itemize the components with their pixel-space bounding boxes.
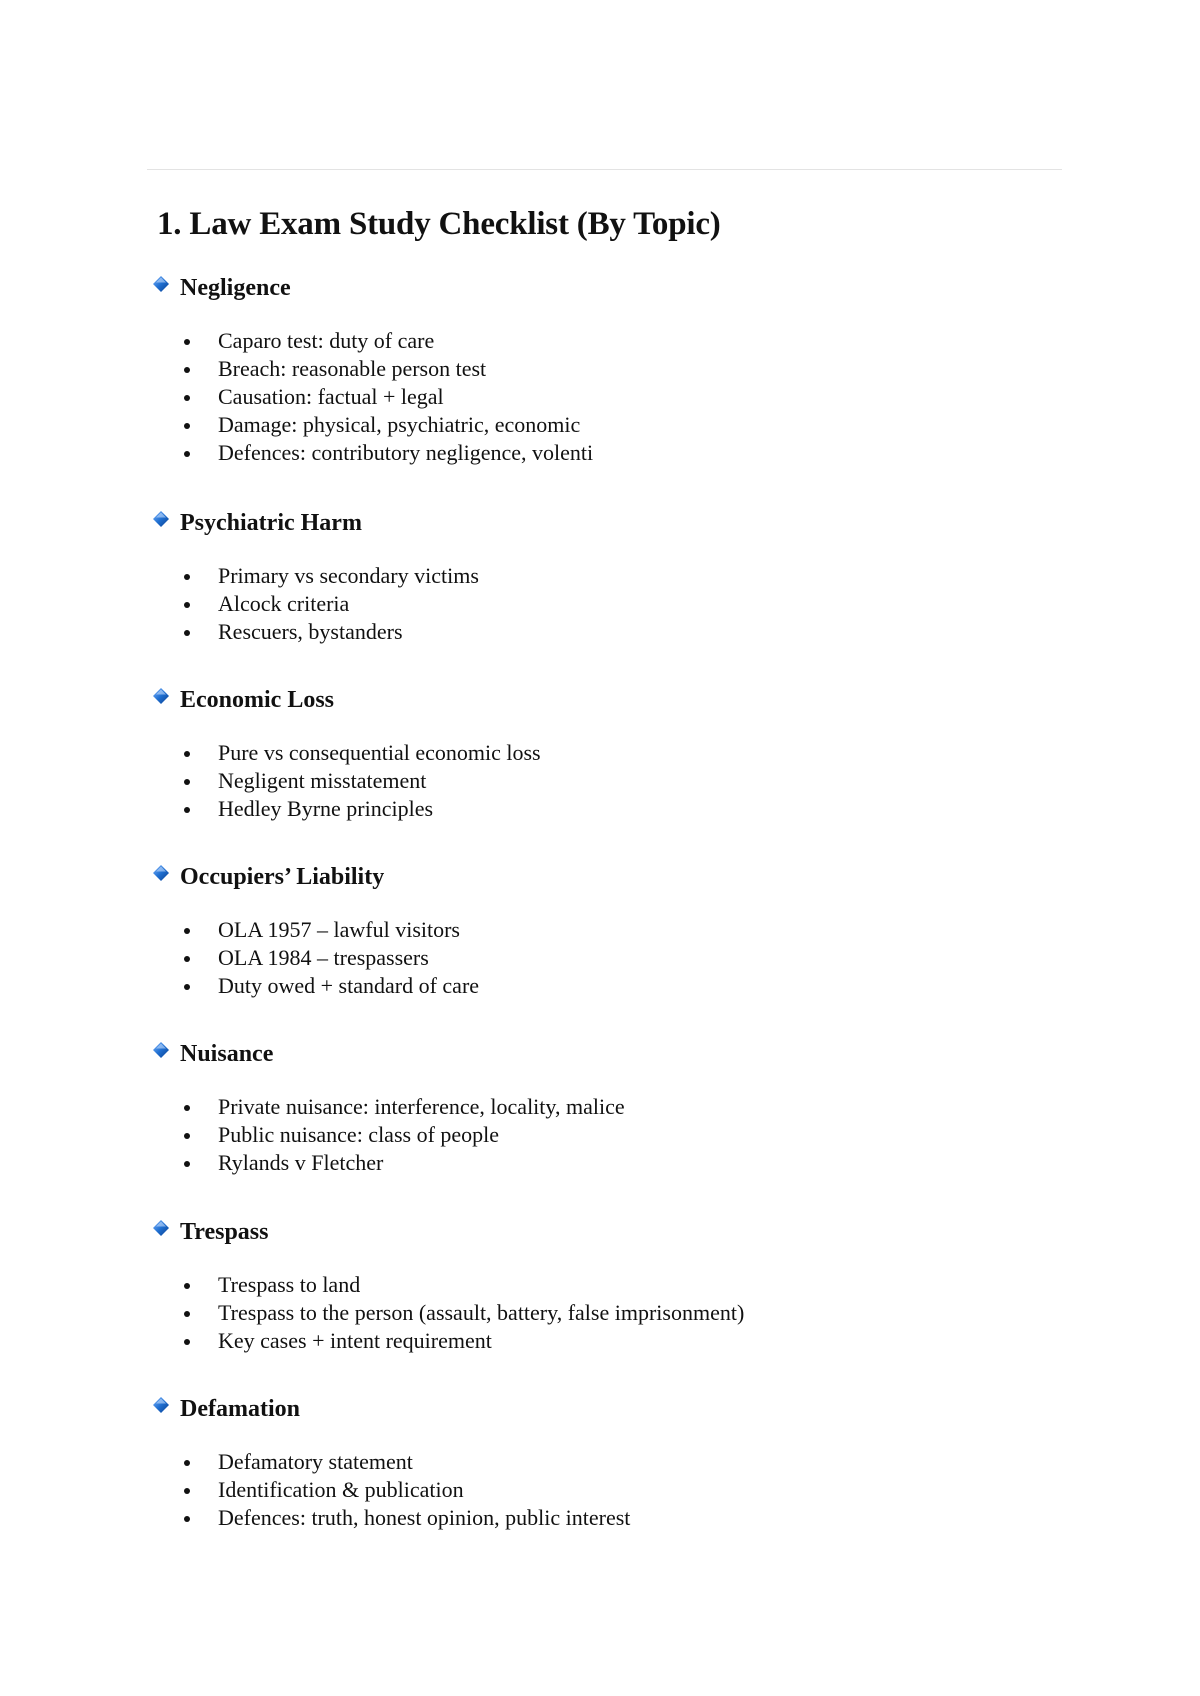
bullet-icon: [184, 630, 190, 636]
list-item: [148, 1299, 744, 1327]
blue-diamond-icon: [153, 511, 167, 525]
bullet-icon: [184, 751, 190, 757]
list-item-text: Hedley Byrne principles: [218, 796, 434, 821]
list-item: [148, 767, 541, 795]
bullet-icon: [184, 1516, 190, 1522]
bullet-icon: [184, 1283, 190, 1289]
checklist-items: [148, 562, 479, 646]
bullet-icon: [184, 602, 190, 608]
list-item-text: Rescuers, bystanders: [218, 619, 403, 644]
list-item: [148, 972, 479, 1000]
list-item: [148, 1271, 744, 1299]
list-item: [148, 739, 541, 767]
list-item: [148, 590, 479, 618]
list-item-text: Caparo test: duty of care: [218, 328, 435, 353]
section-heading-row: [148, 1393, 1048, 1429]
section-trespass: [148, 1216, 1048, 1353]
list-item-text: Key cases + intent requirement: [218, 1328, 492, 1353]
bullet-icon: [184, 807, 190, 813]
list-item-text: Breach: reasonable person test: [218, 356, 487, 381]
bullet-icon: [184, 451, 190, 457]
list-item: [148, 1149, 625, 1177]
horizontal-rule: [147, 169, 1062, 170]
list-item: [148, 383, 593, 411]
bullet-icon: [184, 574, 190, 580]
list-item-text: Private nuisance: interference, locality, malice: [218, 1094, 625, 1119]
section-nuisance: [148, 1038, 1048, 1175]
list-item-text: Pure vs consequential economic loss: [218, 740, 541, 765]
bullet-icon: [184, 1460, 190, 1466]
section-heading: Nuisance: [180, 1041, 274, 1067]
bullet-icon: [184, 1105, 190, 1111]
list-item-text: Trespass to the person (assault, battery, false imprisonment): [218, 1300, 745, 1325]
bullet-icon: [184, 1161, 190, 1167]
checklist-items: [148, 739, 541, 823]
section-heading-row: [148, 1216, 1048, 1252]
section-heading-row: [148, 272, 1048, 308]
section-negligence: [148, 272, 1048, 465]
checklist-items: [148, 327, 593, 467]
bullet-icon: [184, 423, 190, 429]
checklist-items: [148, 916, 479, 1000]
blue-diamond-icon: [153, 865, 167, 879]
list-item: [148, 355, 593, 383]
list-item: [148, 795, 541, 823]
section-psychiatric-harm: [148, 507, 1048, 644]
list-item-text: Defences: contributory negligence, volenti: [218, 440, 594, 465]
section-occupiers-liability: [148, 861, 1048, 998]
list-item-text: Negligent misstatement: [218, 768, 427, 793]
checklist-items: [148, 1448, 630, 1532]
list-item-text: Alcock criteria: [218, 591, 350, 616]
bullet-icon: [184, 984, 190, 990]
section-heading: Psychiatric Harm: [180, 510, 362, 536]
checklist-items: [148, 1093, 625, 1177]
list-item-text: Primary vs secondary victims: [218, 563, 479, 588]
list-item: [148, 618, 479, 646]
bullet-icon: [184, 928, 190, 934]
list-item: [148, 1093, 625, 1121]
list-item: [148, 562, 479, 590]
list-item: [148, 411, 593, 439]
list-item-text: Trespass to land: [218, 1272, 361, 1297]
list-item-text: Identification & publication: [218, 1477, 464, 1502]
section-heading-row: [148, 1038, 1048, 1074]
list-item-text: Defamatory statement: [218, 1449, 413, 1474]
list-item-text: Defences: truth, honest opinion, public interest: [218, 1505, 631, 1530]
list-item-text: Damage: physical, psychiatric, economic: [218, 412, 581, 437]
blue-diamond-icon: [153, 1220, 167, 1234]
bullet-icon: [184, 1311, 190, 1317]
list-item: [148, 916, 479, 944]
section-economic-loss: [148, 684, 1048, 821]
section-heading: Occupiers’ Liability: [180, 864, 385, 890]
section-defamation: [148, 1393, 1048, 1530]
section-heading-row: [148, 684, 1048, 720]
bullet-icon: [184, 1339, 190, 1345]
section-heading: Defamation: [180, 1396, 300, 1422]
bullet-icon: [184, 395, 190, 401]
list-item: [148, 1504, 630, 1532]
list-item-text: Causation: factual + legal: [218, 384, 444, 409]
bullet-icon: [184, 367, 190, 373]
section-heading-row: [148, 861, 1048, 897]
list-item-text: OLA 1957 – lawful visitors: [218, 917, 460, 942]
blue-diamond-icon: [153, 276, 167, 290]
list-item: [148, 944, 479, 972]
page-title: 1. Law Exam Study Checklist (By Topic): [157, 206, 721, 242]
section-heading: Negligence: [180, 275, 291, 301]
section-heading-row: [148, 507, 1048, 543]
list-item-text: Rylands v Fletcher: [218, 1150, 384, 1175]
blue-diamond-icon: [153, 1042, 167, 1056]
list-item: [148, 327, 593, 355]
bullet-icon: [184, 1133, 190, 1139]
list-item: [148, 1327, 744, 1355]
section-heading: Economic Loss: [180, 687, 335, 713]
list-item: [148, 1476, 630, 1504]
blue-diamond-icon: [153, 688, 167, 702]
list-item-text: Duty owed + standard of care: [218, 973, 480, 998]
list-item-text: OLA 1984 – trespassers: [218, 945, 429, 970]
list-item-text: Public nuisance: class of people: [218, 1122, 500, 1147]
list-item: [148, 439, 593, 467]
list-item: [148, 1121, 625, 1149]
checklist-items: [148, 1271, 744, 1355]
bullet-icon: [184, 779, 190, 785]
bullet-icon: [184, 339, 190, 345]
section-heading: Trespass: [180, 1219, 269, 1245]
bullet-icon: [184, 1488, 190, 1494]
bullet-icon: [184, 956, 190, 962]
blue-diamond-icon: [153, 1397, 167, 1411]
list-item: [148, 1448, 630, 1476]
